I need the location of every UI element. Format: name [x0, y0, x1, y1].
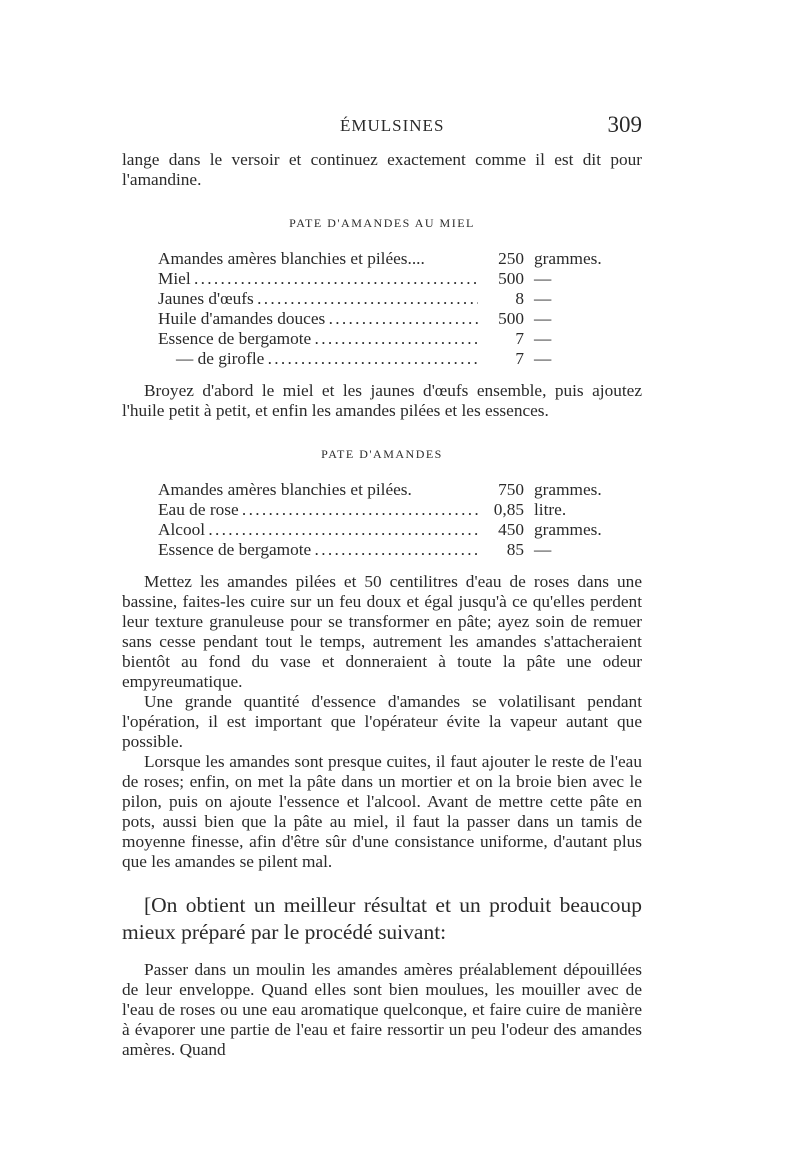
ingredient-row — [158, 480, 628, 500]
ingredient-qty: 500 — [498, 309, 524, 328]
ingredient-qty: 450 — [498, 520, 524, 539]
ingredient-row — [158, 289, 628, 309]
recipe2-ingredients — [158, 480, 628, 560]
recipe1-instructions: Broyez d'abord le miel et les jaunes d'œufs ensemble, puis ajoutez l'huile petit à petit, et enfin les amandes pilées et les essences. — [122, 381, 642, 420]
ingredient-unit: — — [534, 540, 552, 559]
page-header — [122, 112, 642, 142]
ingredient-row — [158, 329, 628, 349]
ingredient-name: Eau de rose . . . — [158, 500, 478, 520]
ingredient-qty: 85 — [506, 540, 524, 559]
ingredient-qty: 7 — [515, 349, 524, 368]
ingredient-unit: grammes. — [534, 520, 602, 539]
recipe1-ingredients — [158, 249, 628, 369]
recipe2-title: PATE D'AMANDES — [321, 447, 443, 461]
ingredient-name: Amandes amères blanchies et pilées. — [158, 480, 412, 499]
ingredient-unit: — — [534, 309, 552, 328]
ingredient-name: Miel . . . — [158, 269, 478, 289]
ingredient-row — [158, 500, 628, 520]
ingredient-qty: 250 — [498, 249, 524, 268]
ingredient-qty: 500 — [498, 269, 524, 288]
ingredient-name: Alcool . . . — [158, 520, 478, 540]
book-page — [122, 112, 642, 1060]
ingredient-qty: 8 — [515, 289, 524, 308]
running-title: ÉMULSINES — [340, 116, 445, 135]
ingredient-unit: grammes. — [534, 249, 602, 268]
recipe2-paragraph-1: Mettez les amandes pilées et 50 centilitres d'eau de roses dans une bassine, faites-les cuire sur un feu doux et égal jusqu'à ce qu'elles perdent leur texture granuleuse pour se transformer en pâte; ayez soin de remuer sans cesse pendant tout le temps, autrement les amandes s'attacheraient bientôt au fond du vase et donneraient à toute la pâte une odeur empyreumatique. — [122, 572, 642, 691]
ingredient-row — [158, 249, 628, 269]
ingredient-row — [158, 520, 628, 540]
ingredient-row — [158, 349, 628, 369]
ingredient-unit: — — [534, 329, 552, 348]
ingredient-unit: grammes. — [534, 480, 602, 499]
recipe1-title: PATE D'AMANDES AU MIEL — [289, 216, 475, 230]
large-note: [On obtient un meilleur résultat et un produit beaucoup mieux préparé par le procédé suivant: — [122, 893, 642, 944]
ingredient-name: Essence de bergamote . . . — [158, 329, 478, 349]
ingredient-unit: litre. — [534, 500, 567, 519]
ingredient-name: Huile d'amandes douces . . . — [158, 309, 478, 329]
recipe2-paragraph-3: Lorsque les amandes sont presque cuites, il faut ajouter le reste de l'eau de roses; enfin, on met la pâte dans un mortier et on la broie bien avec le pilon, puis on ajoute l'essence et l'alcool. Avant de mettre cette pâte en pots, aussi bien que la pâte au miel, il faut la passer dans un tamis de moyenne finesse, afin d'être sûr d'une consistance uniforme, d'autant plus que les amandes se pilent mal. — [122, 752, 642, 871]
ingredient-row — [158, 309, 628, 329]
ingredient-row — [158, 269, 628, 289]
ingredient-qty: 750 — [498, 480, 524, 499]
intro-paragraph: lange dans le versoir et continuez exactement comme il est dit pour l'amandine. — [122, 150, 642, 189]
ingredient-unit: — — [534, 349, 552, 368]
ingredient-row — [158, 540, 628, 560]
final-paragraph: Passer dans un moulin les amandes amères préalablement dépouillées de leur enveloppe. Quand elles sont bien moulues, les mouiller avec de l'eau de roses ou une eau aromatique quelconque, et faire cuire de manière à évaporer une partie de l'eau et faire ressortir un peu l'odeur des amandes amères. Quand — [122, 960, 642, 1059]
ingredient-name: Amandes amères blanchies et pilées.... — [158, 249, 425, 268]
ingredient-unit: — — [534, 269, 552, 288]
ingredient-name: Jaunes d'œufs . . . — [158, 289, 478, 309]
page-number: 309 — [607, 112, 642, 137]
ingredient-name: Essence de bergamote . . . — [158, 540, 478, 560]
ingredient-name: — de girofle . . . — [158, 349, 478, 369]
ingredient-qty: 7 — [515, 329, 524, 348]
ingredient-unit: — — [534, 289, 552, 308]
ingredient-qty: 0,85 — [493, 500, 524, 519]
recipe2-paragraph-2: Une grande quantité d'essence d'amandes se volatilisant pendant l'opération, il est important que l'opérateur évite la vapeur autant que possible. — [122, 692, 642, 751]
